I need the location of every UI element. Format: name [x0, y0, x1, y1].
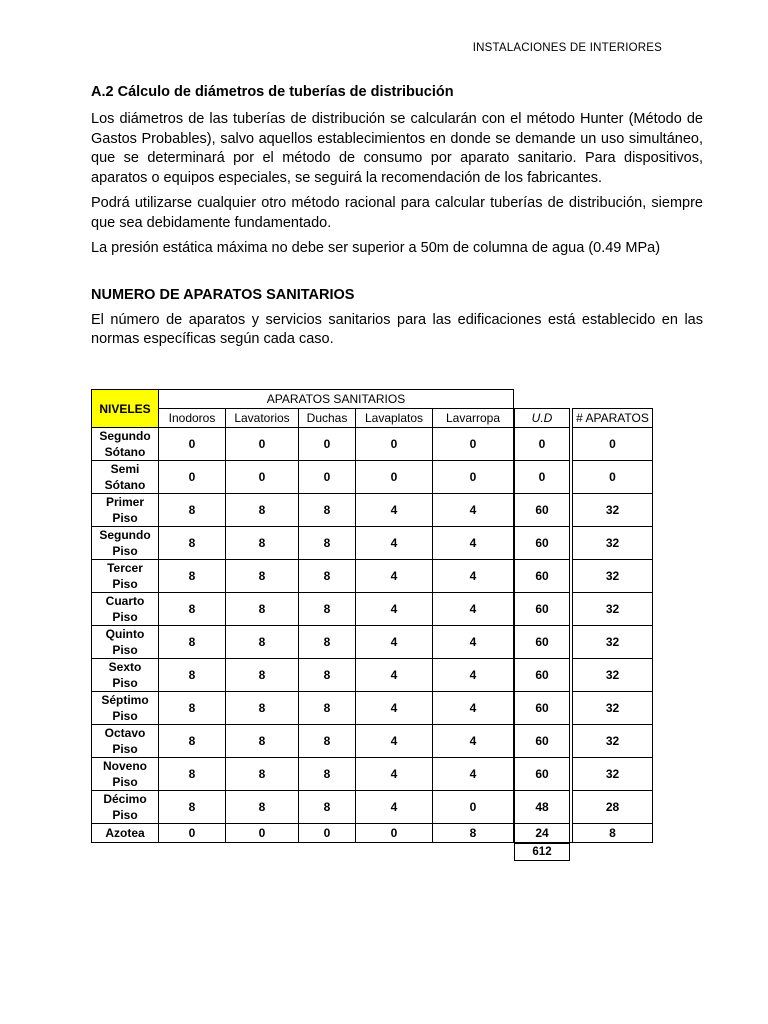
level-name-line1: Quinto — [105, 627, 145, 641]
cell-lavatorios: 8 — [225, 493, 298, 526]
level-name-line2: Piso — [112, 676, 138, 690]
level-name — [91, 724, 158, 757]
level-name — [91, 592, 158, 625]
cell-aparatos: 0 — [572, 460, 653, 493]
cell-ud: 60 — [514, 493, 570, 526]
cell-ud: 0 — [514, 427, 570, 460]
level-name-line2: Piso — [112, 643, 138, 657]
aparatos-group-header: APARATOS SANITARIOS — [158, 389, 514, 408]
level-name-line1: Noveno — [102, 759, 147, 773]
level-name-line1: Octavo — [104, 726, 146, 740]
cell-lavarropa: 0 — [432, 427, 514, 460]
level-name-line2: Piso — [112, 511, 138, 525]
level-name-line1: Primer — [105, 495, 145, 509]
cell-inodoros: 8 — [158, 559, 225, 592]
cell-inodoros: 0 — [158, 427, 225, 460]
level-name-line1: Segundo — [99, 429, 151, 443]
cell-lavarropa: 4 — [432, 493, 514, 526]
cell-ud: 60 — [514, 757, 570, 790]
cell-duchas: 8 — [298, 757, 355, 790]
cell-duchas: 8 — [298, 625, 355, 658]
cell-lavaplatos: 4 — [355, 790, 432, 823]
cell-lavatorios: 8 — [225, 559, 298, 592]
cell-lavaplatos: 4 — [355, 724, 432, 757]
table-row — [91, 592, 653, 625]
sanitary-fixtures-table — [91, 389, 653, 861]
cell-lavaplatos: 0 — [355, 823, 432, 843]
level-name-line1: Segundo — [99, 528, 151, 542]
section-heading: A.2 Cálculo de diámetros de tuberías de distribución — [91, 84, 454, 100]
level-name — [91, 691, 158, 724]
cell-lavarropa: 0 — [432, 790, 514, 823]
cell-inodoros: 8 — [158, 724, 225, 757]
table-row — [91, 724, 653, 757]
cell-duchas: 8 — [298, 691, 355, 724]
subsection-heading: NUMERO DE APARATOS SANITARIOS — [91, 286, 355, 303]
cell-aparatos: 32 — [572, 658, 653, 691]
table-row — [91, 559, 653, 592]
level-name — [91, 757, 158, 790]
col-header-inodoros: Inodoros — [158, 408, 225, 427]
cell-lavaplatos: 4 — [355, 757, 432, 790]
level-name-line1: Sexto — [108, 660, 142, 674]
level-name-line2: Sótano — [104, 445, 146, 459]
table-row — [91, 493, 653, 526]
level-name-line1: Azotea — [105, 826, 145, 840]
cell-aparatos: 32 — [572, 559, 653, 592]
cell-lavatorios: 0 — [225, 823, 298, 843]
cell-ud: 0 — [514, 460, 570, 493]
niveles-header: NIVELES — [91, 389, 158, 427]
level-name-line1: Cuarto — [105, 594, 145, 608]
level-name-line2: Piso — [112, 544, 138, 558]
total-ud: 612 — [514, 843, 570, 861]
level-name — [91, 625, 158, 658]
cell-inodoros: 8 — [158, 757, 225, 790]
cell-lavarropa: 4 — [432, 526, 514, 559]
level-name — [91, 460, 158, 493]
cell-duchas: 0 — [298, 823, 355, 843]
page-header: INSTALACIONES DE INTERIORES — [472, 42, 662, 54]
cell-lavatorios: 8 — [225, 625, 298, 658]
cell-lavaplatos: 4 — [355, 691, 432, 724]
cell-aparatos: 32 — [572, 757, 653, 790]
cell-lavatorios: 8 — [225, 526, 298, 559]
cell-lavarropa: 8 — [432, 823, 514, 843]
cell-duchas: 8 — [298, 592, 355, 625]
cell-lavarropa: 4 — [432, 757, 514, 790]
cell-aparatos: 32 — [572, 691, 653, 724]
cell-lavaplatos: 0 — [355, 460, 432, 493]
cell-inodoros: 8 — [158, 658, 225, 691]
level-name-line1: Tercer — [107, 561, 143, 575]
cell-lavaplatos: 4 — [355, 658, 432, 691]
cell-inodoros: 8 — [158, 790, 225, 823]
level-name — [91, 493, 158, 526]
cell-lavarropa: 4 — [432, 625, 514, 658]
cell-ud: 60 — [514, 691, 570, 724]
cell-ud: 24 — [514, 823, 570, 843]
cell-duchas: 8 — [298, 526, 355, 559]
table-row — [91, 658, 653, 691]
level-name-line2: Piso — [112, 808, 138, 822]
level-name-line2: Sótano — [104, 478, 146, 492]
cell-lavarropa: 4 — [432, 658, 514, 691]
table-row — [91, 526, 653, 559]
level-name-line1: Décimo — [103, 792, 147, 806]
cell-lavaplatos: 4 — [355, 559, 432, 592]
cell-lavaplatos: 4 — [355, 526, 432, 559]
total-row — [91, 843, 653, 861]
cell-aparatos: 8 — [572, 823, 653, 843]
col-header-lavaplatos: Lavaplatos — [355, 408, 432, 427]
cell-lavaplatos: 0 — [355, 427, 432, 460]
level-name-line1: Séptimo — [101, 693, 149, 707]
cell-aparatos: 32 — [572, 526, 653, 559]
cell-inodoros: 8 — [158, 592, 225, 625]
cell-duchas: 8 — [298, 724, 355, 757]
level-name-line2: Piso — [112, 709, 138, 723]
cell-lavarropa: 4 — [432, 691, 514, 724]
table-row — [91, 757, 653, 790]
cell-aparatos: 32 — [572, 625, 653, 658]
document-body — [91, 84, 703, 356]
cell-inodoros: 8 — [158, 625, 225, 658]
cell-ud: 60 — [514, 559, 570, 592]
cell-lavatorios: 8 — [225, 658, 298, 691]
cell-inodoros: 0 — [158, 460, 225, 493]
col-header-duchas: Duchas — [298, 408, 355, 427]
cell-inodoros: 8 — [158, 691, 225, 724]
level-name-line2: Piso — [112, 775, 138, 789]
level-name-line2: Piso — [112, 742, 138, 756]
cell-lavatorios: 8 — [225, 724, 298, 757]
cell-duchas: 0 — [298, 427, 355, 460]
cell-inodoros: 8 — [158, 526, 225, 559]
cell-lavatorios: 8 — [225, 592, 298, 625]
cell-duchas: 8 — [298, 493, 355, 526]
cell-aparatos: 32 — [572, 592, 653, 625]
cell-aparatos: 32 — [572, 493, 653, 526]
cell-duchas: 8 — [298, 658, 355, 691]
cell-lavarropa: 4 — [432, 592, 514, 625]
level-name — [91, 559, 158, 592]
table-row — [91, 790, 653, 823]
cell-lavarropa: 4 — [432, 559, 514, 592]
cell-inodoros: 8 — [158, 493, 225, 526]
table-row — [91, 691, 653, 724]
cell-ud: 60 — [514, 724, 570, 757]
cell-duchas: 8 — [298, 790, 355, 823]
cell-lavaplatos: 4 — [355, 625, 432, 658]
cell-duchas: 0 — [298, 460, 355, 493]
cell-ud: 60 — [514, 658, 570, 691]
paragraph-2: Podrá utilizarse cualquier otro método racional para calcular tuberías de distribución, siempre que sea debidamente fundamentado. — [91, 195, 703, 231]
cell-lavatorios: 0 — [225, 427, 298, 460]
subsection-paragraph: El número de aparatos y servicios sanitarios para las edificaciones está establecido en las normas específicas según cada caso. — [91, 311, 703, 347]
col-header-ud: U.D — [514, 408, 570, 427]
level-name — [91, 658, 158, 691]
cell-lavatorios: 8 — [225, 691, 298, 724]
cell-lavaplatos: 4 — [355, 493, 432, 526]
cell-lavarropa: 0 — [432, 460, 514, 493]
level-name — [91, 427, 158, 460]
paragraph-3: La presión estática máxima no debe ser superior a 50m de columna de agua (0.49 MPa) — [91, 240, 661, 256]
level-name-line1: Semi — [110, 462, 140, 476]
cell-inodoros: 0 — [158, 823, 225, 843]
cell-ud: 60 — [514, 526, 570, 559]
table-row — [91, 823, 653, 843]
col-header-lavarropa: Lavarropa — [432, 408, 514, 427]
level-name — [91, 790, 158, 823]
col-header-aparatos: # APARATOS — [572, 408, 653, 427]
cell-lavatorios: 8 — [225, 757, 298, 790]
table-row — [91, 460, 653, 493]
cell-ud: 60 — [514, 625, 570, 658]
level-name — [91, 823, 158, 843]
col-header-lavatorios: Lavatorios — [225, 408, 298, 427]
level-name — [91, 526, 158, 559]
cell-aparatos: 0 — [572, 427, 653, 460]
cell-ud: 48 — [514, 790, 570, 823]
table-row — [91, 427, 653, 460]
cell-lavatorios: 8 — [225, 790, 298, 823]
cell-ud: 60 — [514, 592, 570, 625]
cell-lavatorios: 0 — [225, 460, 298, 493]
cell-duchas: 8 — [298, 559, 355, 592]
cell-aparatos: 32 — [572, 724, 653, 757]
paragraph-1: Los diámetros de las tuberías de distribución se calcularán con el método Hunter (Método de Gastos Probables), salvo aquellos establecimientos en donde se demande un uso simultáneo, que se determinará por el método de consumo por aparato sanitario. Para dispositivos, aparatos o equipos especiales, se seguirá la recomendación de los fabricantes. — [91, 111, 703, 186]
cell-aparatos: 28 — [572, 790, 653, 823]
table-row — [91, 625, 653, 658]
cell-lavaplatos: 4 — [355, 592, 432, 625]
cell-lavarropa: 4 — [432, 724, 514, 757]
level-name-line2: Piso — [112, 610, 138, 624]
level-name-line2: Piso — [112, 577, 138, 591]
